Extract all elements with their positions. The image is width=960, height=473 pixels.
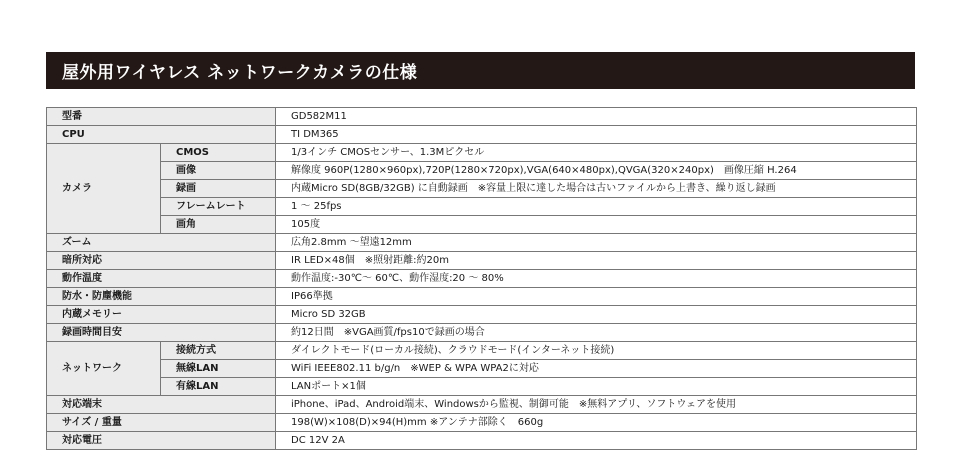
row-value: 1 ～ 25fps <box>276 198 917 216</box>
table-row-night <box>47 252 917 270</box>
row-value: LANポート×1個 <box>276 378 917 396</box>
row-value: 動作温度:-30℃～ 60℃、動作湿度:20 ～ 80% <box>276 270 917 288</box>
sub-label: 無線LAN <box>161 360 276 378</box>
table-row-camera-angle <box>47 216 917 234</box>
table-row-model <box>47 108 917 126</box>
page-title: 屋外用ワイヤレス ネットワークカメラの仕様 <box>62 63 418 83</box>
row-value: 約12日間 ※VGA画質/fps10で録画の場合 <box>276 324 917 342</box>
row-value: Micro SD 32GB <box>276 306 917 324</box>
row-value: IR LED×48個 ※照射距離:約20m <box>276 252 917 270</box>
row-label: CPU <box>47 126 276 144</box>
sub-label: フレームレート <box>161 198 276 216</box>
row-label: 型番 <box>47 108 276 126</box>
row-label: サイズ / 重量 <box>47 414 276 432</box>
table-row-camera-image <box>47 162 917 180</box>
table-row-rectime <box>47 324 917 342</box>
row-label: 対応電圧 <box>47 432 276 450</box>
table-row-camera-record <box>47 180 917 198</box>
table-row-cpu <box>47 126 917 144</box>
row-label: 動作温度 <box>47 270 276 288</box>
table-row-network-wireless <box>47 360 917 378</box>
row-value: 内蔵Micro SD(8GB/32GB) に自動録画 ※容量上限に達した場合は古いファイルから上書き、繰り返し録画 <box>276 180 917 198</box>
table-row-devices <box>47 396 917 414</box>
row-label: 防水・防塵機能 <box>47 288 276 306</box>
group-label-camera: カメラ <box>47 144 161 234</box>
row-value: DC 12V 2A <box>276 432 917 450</box>
row-value: TI DM365 <box>276 126 917 144</box>
row-label: 暗所対応 <box>47 252 276 270</box>
row-value: 198(W)×108(D)×94(H)mm ※アンテナ部除く 660g <box>276 414 917 432</box>
table-row-camera-cmos <box>47 144 917 162</box>
spec-table <box>46 107 917 450</box>
row-value: 広角2.8mm ～望遠12mm <box>276 234 917 252</box>
table-row-network-wired <box>47 378 917 396</box>
sub-label: 接続方式 <box>161 342 276 360</box>
sub-label: 録画 <box>161 180 276 198</box>
table-row-temp <box>47 270 917 288</box>
row-value: GD582M11 <box>276 108 917 126</box>
title-bar <box>46 52 915 89</box>
sub-label: 画角 <box>161 216 276 234</box>
sub-label: 有線LAN <box>161 378 276 396</box>
sub-label: CMOS <box>161 144 276 162</box>
table-row-power <box>47 432 917 450</box>
row-value: 105度 <box>276 216 917 234</box>
table-row-water <box>47 288 917 306</box>
sub-label: 画像 <box>161 162 276 180</box>
row-value: ダイレクトモード(ローカル接続)、クラウドモード(インターネット接続) <box>276 342 917 360</box>
group-label-network: ネットワーク <box>47 342 161 396</box>
row-value: iPhone、iPad、Android端末、Windowsから監視、制御可能 ※無料アプリ、ソフトウェアを使用 <box>276 396 917 414</box>
row-value: IP66準拠 <box>276 288 917 306</box>
row-label: 録画時間目安 <box>47 324 276 342</box>
row-value: 1/3インチ CMOSセンサー、1.3Mピクセル <box>276 144 917 162</box>
row-label: 内蔵メモリー <box>47 306 276 324</box>
row-value: 解像度 960P(1280×960px),720P(1280×720px),VGA(640×480px),QVGA(320×240px) 画像圧縮 H.264 <box>276 162 917 180</box>
table-row-camera-framerate <box>47 198 917 216</box>
table-row-zoom <box>47 234 917 252</box>
table-row-size <box>47 414 917 432</box>
row-value: WiFi IEEE802.11 b/g/n ※WEP & WPA WPA2に対応 <box>276 360 917 378</box>
row-label: ズーム <box>47 234 276 252</box>
table-row-network-connection <box>47 342 917 360</box>
table-row-memory <box>47 306 917 324</box>
row-label: 対応端末 <box>47 396 276 414</box>
